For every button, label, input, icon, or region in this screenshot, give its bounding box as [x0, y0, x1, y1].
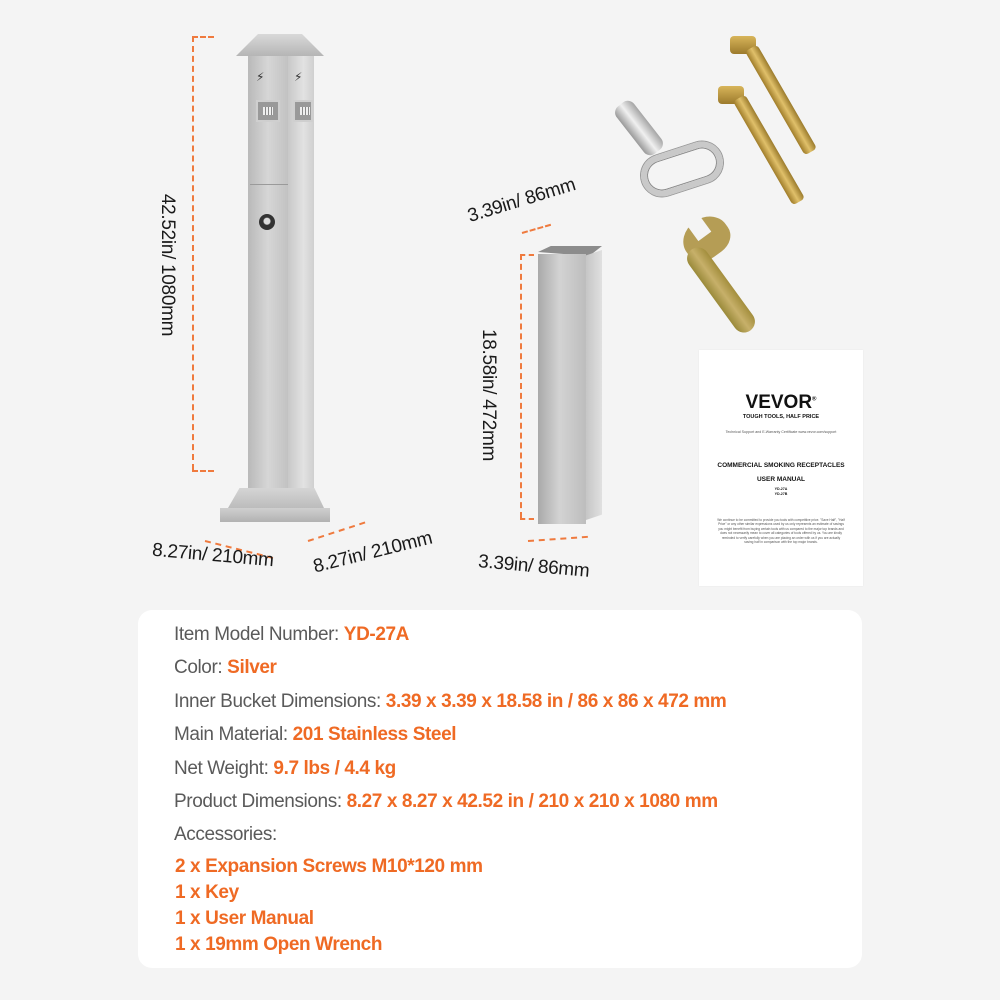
user-manual-image	[699, 350, 863, 586]
spec-label: Color:	[174, 657, 228, 678]
manual-subtitle: USER MANUAL	[756, 476, 806, 483]
spec-main-material	[174, 724, 456, 746]
dimension-line	[520, 518, 534, 520]
dimension-line	[520, 254, 534, 256]
manual-tagline: TOUGH TOOLS, HALF PRICE	[742, 414, 820, 420]
ash-slot-icon	[256, 100, 280, 122]
pillar-cap	[236, 34, 324, 56]
manual-brand	[699, 392, 863, 414]
pillar-depth-label: 8.27in/ 210mm	[311, 527, 435, 578]
smoking-sign-icon: ⚡︎	[294, 70, 303, 84]
dimension-line	[192, 470, 214, 472]
bucket-bottom-label: 3.39in/ 86mm	[477, 551, 591, 582]
pillar-base-plate	[220, 508, 330, 522]
manual-brand-text: VEVOR	[745, 392, 813, 413]
bucket-top-label: 3.39in/ 86mm	[465, 174, 579, 227]
ash-slot-icon	[293, 100, 313, 122]
spec-inner-bucket-dimensions	[174, 691, 726, 713]
spec-label: Main Material:	[174, 724, 293, 745]
spec-product-dimensions	[174, 791, 718, 813]
spec-model-number	[174, 624, 409, 646]
dimension-line	[192, 36, 194, 470]
spec-value: Silver	[227, 657, 277, 678]
accessory-item: 1 x User Manual	[175, 908, 314, 929]
dimension-line	[308, 522, 366, 542]
pillar-base	[228, 488, 324, 508]
accessory-item: 2 x Expansion Screws M10*120 mm	[175, 856, 483, 877]
spec-net-weight	[174, 758, 396, 780]
smoking-sign-icon: ⚡︎	[256, 70, 265, 84]
accessories-heading: Accessories:	[174, 824, 277, 845]
dimension-line	[520, 254, 522, 518]
wrench-icon	[683, 243, 760, 337]
bucket-height-label: 18.58in/ 472mm	[478, 328, 499, 462]
spec-value: YD-27A	[343, 624, 409, 645]
manual-model: YD-27B	[774, 492, 788, 496]
spec-label: Product Dimensions:	[174, 791, 347, 812]
spec-value: 9.7 lbs / 4.4 kg	[273, 758, 396, 779]
dimension-line	[528, 536, 588, 542]
manual-fine-print: We continue to be committed to provide you tools with competitive price. "Save Half", "Half Price" or any other similar expressions used by us only represents an estimate of savings you might benefit from buying certain tools with us compared to the major top brands and does not necessarily mean to cover all categories of tools offered by us. You are kindly reminded to verify carefully when you are placing an order with us if you are actually saving half in comparison with the top major brands.	[717, 518, 845, 545]
spec-card	[138, 610, 862, 968]
spec-label: Item Model Number:	[174, 624, 344, 645]
manual-model: YD-27A	[774, 487, 788, 491]
door-seam	[250, 184, 288, 185]
dimension-line	[192, 36, 214, 38]
pillar-width-label: 8.27in/ 210mm	[151, 539, 275, 572]
accessory-item: 1 x Key	[175, 882, 239, 903]
manual-support-text: Technical Support and E-Warranty Certificate www.vevor.com/support	[725, 430, 837, 434]
lock-icon	[259, 214, 275, 230]
spec-value: 3.39 x 3.39 x 18.58 in / 86 x 86 x 472 mm	[385, 691, 727, 712]
spec-value: 201 Stainless Steel	[292, 724, 457, 745]
pillar-height-label: 42.52in/ 1080mm	[157, 193, 178, 337]
spec-label: Inner Bucket Dimensions:	[174, 691, 386, 712]
spec-value: 8.27 x 8.27 x 42.52 in / 210 x 210 x 1080 mm	[346, 791, 718, 812]
manual-models	[699, 487, 863, 497]
spec-color	[174, 657, 277, 679]
accessory-item: 1 x 19mm Open Wrench	[175, 934, 383, 955]
bucket-side	[586, 250, 602, 520]
spec-label: Net Weight:	[174, 758, 274, 779]
key-icon	[612, 98, 666, 159]
registered-mark: ®	[812, 396, 817, 403]
bucket-front	[538, 254, 586, 524]
manual-title: COMMERCIAL SMOKING RECEPTACLES	[717, 462, 845, 469]
dimension-line	[522, 224, 551, 234]
